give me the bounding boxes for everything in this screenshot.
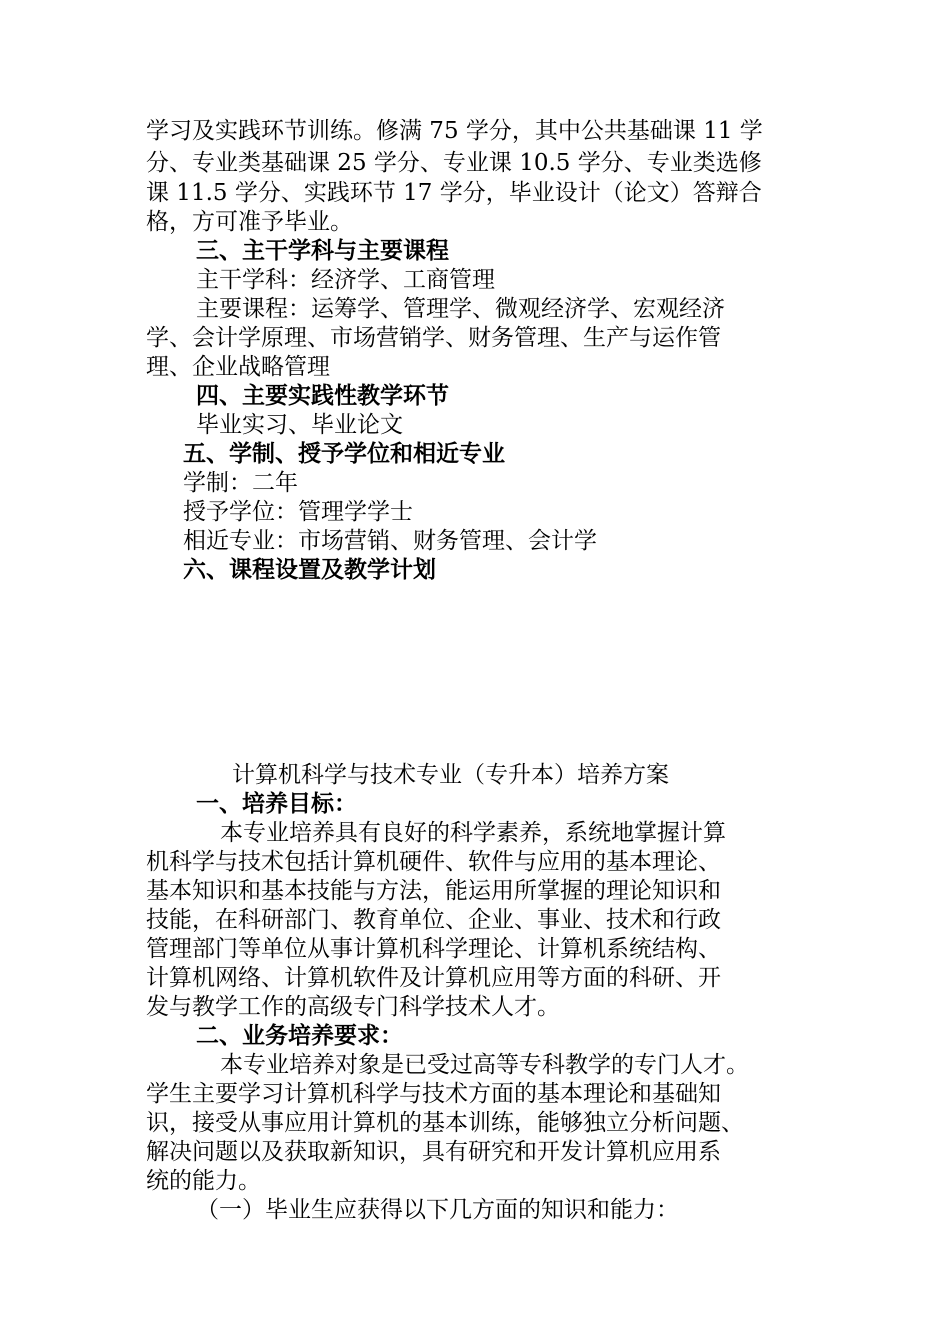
goal-line: 基本知识和基本技能与方法，能运用所掌握的理论知识和 xyxy=(146,878,721,904)
goal-line: 管理部门等单位从事计算机科学理论、计算机系统结构、 xyxy=(146,936,721,962)
goal-line: 计算机网络、计算机软件及计算机应用等方面的科研、开 xyxy=(146,965,721,991)
goal-line: 技能，在科研部门、教育单位、企业、事业、技术和行政 xyxy=(146,907,721,933)
requirement-line: 统的能力。 xyxy=(146,1168,261,1194)
heading-goal: 一、培养目标： xyxy=(196,791,357,817)
main-courses-line: 理、企业战略管理 xyxy=(146,354,330,380)
duration-text: 学制：二年 xyxy=(183,470,298,496)
paragraph-line: 学习及实践环节训练。修满 75 学分，其中公共基础课 11 学 xyxy=(146,118,763,144)
requirement-line: 本专业培养对象是已受过高等专科教学的专门人才。 xyxy=(220,1052,749,1078)
paragraph-line: 课 11.5 学分、实践环节 17 学分，毕业设计（论文）答辩合 xyxy=(146,180,762,206)
heading-5: 五、学制、授予学位和相近专业 xyxy=(183,441,505,467)
goal-line: 机科学与技术包括计算机硬件、软件与应用的基本理论、 xyxy=(146,849,721,875)
heading-4: 四、主要实践性教学环节 xyxy=(196,383,449,409)
heading-3: 三、主干学科与主要课程 xyxy=(196,238,449,264)
goal-line: 本专业培养具有良好的科学素养，系统地掌握计算 xyxy=(220,820,726,846)
requirement-line: 解决问题以及获取新知识，具有研究和开发计算机应用系 xyxy=(146,1139,721,1165)
goal-line: 发与教学工作的高级专门科学技术人才。 xyxy=(146,994,560,1020)
degree-text: 授予学位：管理学学士 xyxy=(183,499,413,525)
main-disciplines: 主干学科：经济学、工商管理 xyxy=(196,267,495,293)
practice-text: 毕业实习、毕业论文 xyxy=(196,412,403,438)
document-title: 计算机科学与技术专业（专升本）培养方案 xyxy=(232,762,669,788)
subheading-knowledge: （一）毕业生应获得以下几方面的知识和能力： xyxy=(196,1197,679,1223)
requirement-line: 识，接受从事应用计算机的基本训练，能够独立分析问题、 xyxy=(146,1110,744,1136)
heading-6: 六、课程设置及教学计划 xyxy=(183,557,436,583)
paragraph-line: 格，方可准予毕业。 xyxy=(146,209,353,235)
requirement-line: 学生主要学习计算机科学与技术方面的基本理论和基础知 xyxy=(146,1081,721,1107)
heading-requirements: 二、业务培养要求： xyxy=(196,1023,403,1049)
related-majors-text: 相近专业：市场营销、财务管理、会计学 xyxy=(183,528,597,554)
main-courses-line: 主要课程：运筹学、管理学、微观经济学、宏观经济 xyxy=(196,296,725,322)
paragraph-line: 分、专业类基础课 25 学分、专业课 10.5 学分、专业类选修 xyxy=(146,150,762,176)
main-courses-line: 学、会计学原理、市场营销学、财务管理、生产与运作管 xyxy=(146,325,721,351)
